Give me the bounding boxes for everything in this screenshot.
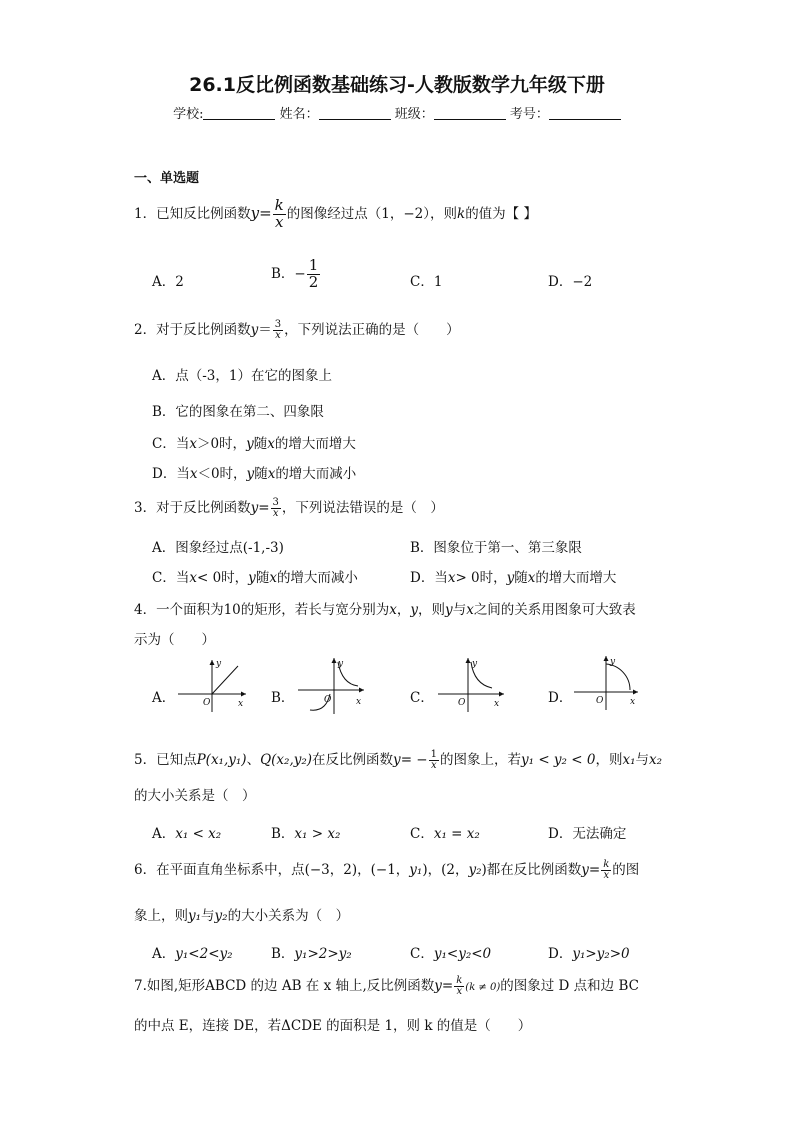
- q4-option-a[interactable]: A．: [152, 690, 176, 706]
- question-6: 6．在平面直角坐标系中，点(−3，2)，(−1，y₁)，(2，y₂)都在反比例函数y= $\frac{k}{x}$ 的图: [134, 858, 640, 881]
- q1-option-a[interactable]: A．2: [152, 274, 184, 290]
- question-4-line2: 示为（ ）: [134, 632, 215, 648]
- svg-text:x: x: [494, 699, 500, 709]
- q6-option-c[interactable]: C．y₁<y₂<0: [410, 946, 492, 962]
- school-label: 学校:: [173, 107, 204, 122]
- question-3: 3．对于反比例函数y= $\frac{3}{x}$ ，下列说法错误的是（ ）: [134, 496, 444, 519]
- question-7: 7.如图,矩形ABCD 的边 AB 在 x 轴上,反比例函数y= $\frac{k}{x}$ (k ≠ 0)的图象过 D 点和边 BC: [134, 974, 639, 997]
- svg-text:y: y: [472, 659, 478, 669]
- svg-text:x: x: [630, 697, 636, 707]
- class-label: 班级：: [394, 107, 434, 122]
- q5-option-b[interactable]: B．x₁ > x₂: [271, 826, 341, 842]
- exam-no-blank[interactable]: [549, 107, 621, 120]
- svg-text:O: O: [458, 698, 466, 708]
- question-5-line2: 的大小关系是（ ）: [134, 788, 256, 804]
- svg-text:y: y: [216, 659, 222, 669]
- q3-option-b[interactable]: B．图象位于第一、第三象限: [410, 540, 582, 556]
- name-label: 姓名：: [279, 107, 319, 122]
- svg-text:O: O: [324, 695, 332, 705]
- q4-option-c[interactable]: C．: [410, 690, 434, 706]
- class-blank[interactable]: [434, 107, 506, 120]
- q4-graph-c: [438, 656, 510, 712]
- q1-option-b[interactable]: B．− $\frac{1}{2}$: [271, 256, 319, 291]
- question-7-line2: 的中点 E，连接 DE，若ΔCDE 的面积是 1，则 k 的值是（ ）: [134, 1018, 532, 1034]
- q2-option-d[interactable]: D．当x＜0时，y随x的增大而减小: [152, 466, 357, 482]
- q4-graph-d: [574, 654, 646, 710]
- q3-option-d[interactable]: D．当x> 0时，y随x的增大而增大: [410, 570, 617, 586]
- svg-text:O: O: [203, 698, 211, 708]
- q1-option-c[interactable]: C．1: [410, 274, 443, 290]
- section-heading: 一、单选题: [134, 171, 200, 186]
- q4-option-b[interactable]: B．: [271, 690, 295, 706]
- question-4: 4．一个面积为10的矩形，若长与宽分别为x，y，则y与x之间的关系用图象可大致表: [134, 602, 636, 618]
- svg-text:y: y: [338, 659, 344, 669]
- q2-option-a[interactable]: A．点（-3，1）在它的图象上: [152, 368, 332, 384]
- q5-option-a[interactable]: A．x₁ < x₂: [152, 826, 222, 842]
- question-6-line2: 象上，则y₁与y₂的大小关系为（ ）: [134, 908, 350, 924]
- q5-option-c[interactable]: C．x₁ = x₂: [410, 826, 480, 842]
- q6-option-a[interactable]: A．y₁<2<y₂: [152, 946, 233, 962]
- student-info-line: [0, 103, 794, 122]
- svg-text:x: x: [238, 699, 244, 709]
- q6-option-d[interactable]: D．y₁>y₂>0: [548, 946, 630, 962]
- fraction-k-over-x: $\frac{k}{x}$: [274, 196, 284, 231]
- q3-option-c[interactable]: C．当x< 0时，y随x的增大而减小: [152, 570, 358, 586]
- q2-option-b[interactable]: B．它的图象在第二、四象限: [152, 404, 324, 420]
- q4-option-d[interactable]: D．: [548, 690, 573, 706]
- question-2: 2．对于反比例函数y＝ $\frac{3}{x}$ ，下列说法正确的是（ ）: [134, 318, 460, 341]
- q5-option-d[interactable]: D．无法确定: [548, 826, 627, 842]
- svg-text:y: y: [610, 657, 616, 667]
- question-1: 1．已知反比例函数y= $\frac{k}{x}$ 的图像经过点（1，−2），则k的值为【 】: [134, 196, 537, 231]
- q6-option-b[interactable]: B．y₁>2>y₂: [271, 946, 352, 962]
- page-title: 26.1反比例函数基础练习-人教版数学九年级下册: [189, 74, 605, 96]
- q3-option-a[interactable]: A．图象经过点(-1,-3): [152, 540, 284, 556]
- exam-no-label: 考号：: [509, 107, 549, 122]
- q4-graph-b: [298, 656, 370, 714]
- q2-option-c[interactable]: C．当x＞0时，y随x的增大而增大: [152, 436, 356, 452]
- question-5: 5．已知点P(x₁,y₁)、Q(x₂,y₂)在反比例函数y= − $\frac{1}{x}$ 的图象上，若y₁ < y₂ < 0，则x₁与x₂: [134, 748, 663, 771]
- svg-text:O: O: [596, 696, 604, 706]
- school-blank[interactable]: [203, 107, 275, 120]
- name-blank[interactable]: [319, 107, 391, 120]
- q1-option-d[interactable]: D．−2: [548, 274, 593, 290]
- q4-graph-a: [178, 656, 250, 712]
- svg-text:x: x: [356, 697, 362, 707]
